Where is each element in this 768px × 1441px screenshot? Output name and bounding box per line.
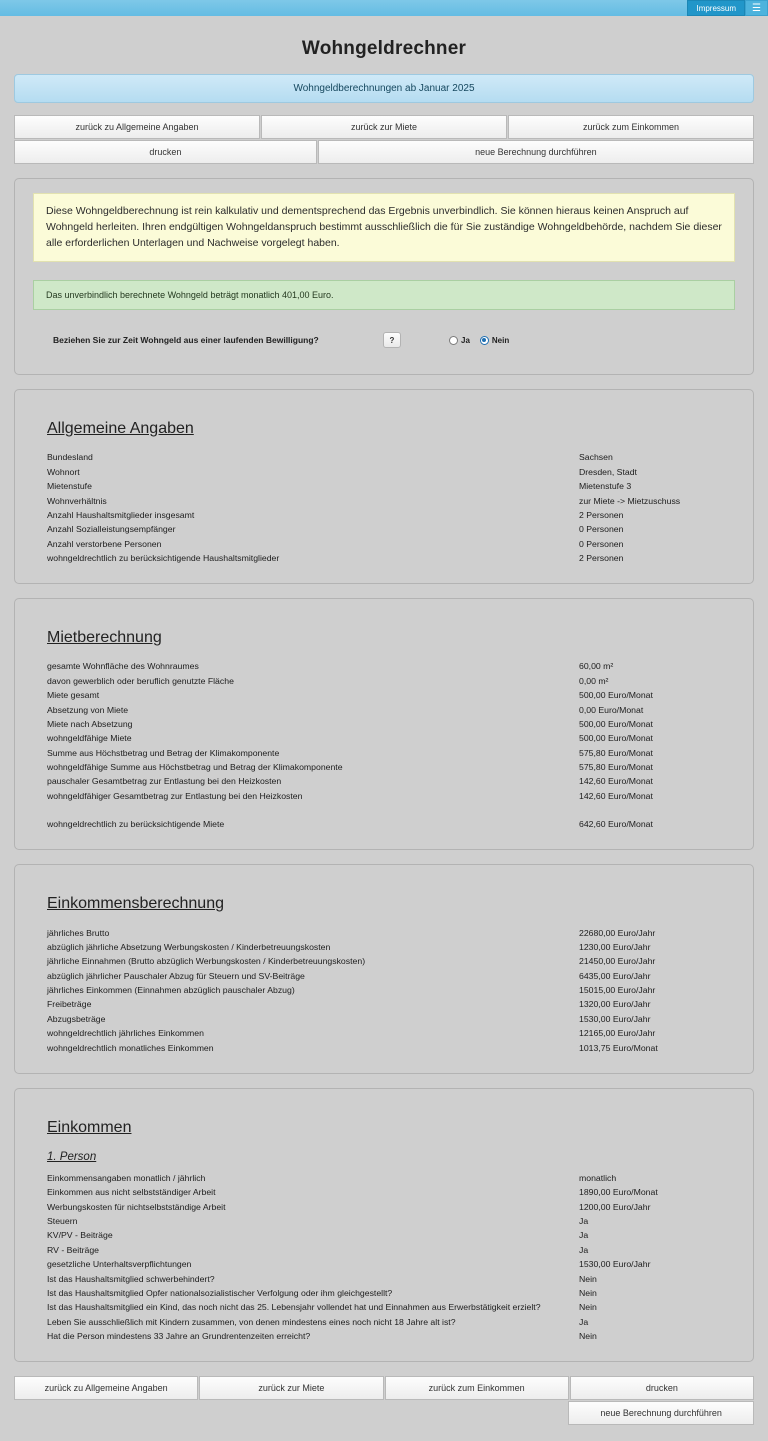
einkommen-table — [35, 1171, 733, 1344]
row-value: 0 Personen — [579, 524, 624, 535]
row-label: Hat die Person mindestens 33 Jahre an Grundrentenzeiten erreicht? — [47, 1331, 311, 1342]
row-value: Mietenstufe 3 — [579, 481, 632, 492]
table-row — [35, 925, 733, 939]
row-label: gesetzliche Unterhaltsverpflichtungen — [47, 1259, 192, 1270]
row-value: 575,80 Euro/Monat — [579, 747, 653, 758]
row-value: 1320,00 Euro/Jahr — [579, 999, 651, 1010]
current-wohngeld-radio-group — [449, 336, 509, 345]
row-value: 0,00 m² — [579, 675, 609, 686]
table-row — [35, 1271, 733, 1285]
table-row — [35, 1300, 733, 1314]
allgemeine-angaben-title: Allgemeine Angaben — [47, 420, 194, 438]
row-label: Mietenstufe — [47, 481, 92, 492]
row-value: Nein — [579, 1302, 597, 1313]
row-value: 2 Personen — [579, 509, 624, 520]
einkommensberechnung-title: Einkommensberechnung — [47, 895, 224, 913]
impressum-button[interactable]: Impressum — [687, 0, 745, 16]
mietberechnung-title: Mietberechnung — [47, 629, 162, 647]
table-row — [35, 1200, 733, 1214]
table-row — [35, 1012, 733, 1026]
disclaimer-notice: Diese Wohngeldberechnung ist rein kalkulativ und dementsprechend das Ergebnis unverbindlich. Sie können hieraus keinen Anspruch auf Wohngeld herleiten. Ihren endgültigen Wohngeldanspruch bestimmt ausschließlich die für Sie zuständige Wohngeldbehörde, nachdem Sie dieser alle erforderlichen Unterlagen und Nachweise vorgelegt haben. — [33, 193, 735, 262]
radio-option-nein[interactable] — [480, 336, 509, 345]
row-label: Wohnort — [47, 466, 80, 477]
bottom-nav-row-1 — [14, 1376, 754, 1400]
row-label: wohngeldrechtlich zu berücksichtigende Miete — [47, 819, 225, 830]
table-row — [35, 1286, 733, 1300]
table-row — [35, 969, 733, 983]
row-label: gesamte Wohnfläche des Wohnraumes — [47, 661, 199, 672]
row-label: abzüglich jährliche Absetzung Werbungskosten / Kinderbetreuungskosten — [47, 941, 331, 952]
top-nav-row-1 — [14, 115, 754, 139]
nav-back-allgemeine-angaben[interactable]: zurück zu Allgemeine Angaben — [14, 115, 260, 139]
table-row — [35, 493, 733, 507]
table-row — [35, 1171, 733, 1185]
table-row — [35, 760, 733, 774]
table-row — [35, 674, 733, 688]
row-label: wohngeldrechtlich zu berücksichtigende Haushaltsmitglieder — [47, 553, 280, 564]
table-row — [35, 1214, 733, 1228]
radio-ja-label: Ja — [461, 335, 470, 345]
table-row — [35, 659, 733, 673]
row-value: Dresden, Stadt — [579, 466, 637, 477]
radio-option-ja[interactable] — [449, 336, 470, 345]
row-value: 15015,00 Euro/Jahr — [579, 985, 656, 996]
table-row — [35, 940, 733, 954]
bottom-nav-back-miete[interactable]: zurück zur Miete — [199, 1376, 383, 1400]
table-row — [35, 954, 733, 968]
row-value: Ja — [579, 1230, 589, 1241]
row-label: davon gewerblich oder beruflich genutzte Fläche — [47, 675, 234, 686]
table-row — [35, 537, 733, 551]
row-value: 22680,00 Euro/Jahr — [579, 927, 656, 938]
nav-print[interactable]: drucken — [14, 140, 317, 164]
top-bar — [0, 0, 768, 16]
row-label: KV/PV - Beiträge — [47, 1230, 113, 1241]
row-label: Steuern — [47, 1216, 78, 1227]
row-value: 1530,00 Euro/Jahr — [579, 1259, 651, 1270]
row-value: 1890,00 Euro/Monat — [579, 1187, 658, 1198]
row-value: Ja — [579, 1244, 589, 1255]
table-row — [35, 1243, 733, 1257]
row-value: Nein — [579, 1331, 597, 1342]
page-title: Wohngeldrechner — [301, 38, 467, 59]
table-row — [35, 731, 733, 745]
einkommen-title: Einkommen — [47, 1118, 132, 1136]
row-label: Bundesland — [47, 452, 93, 463]
table-row — [35, 1315, 733, 1329]
row-value: 0 Personen — [579, 538, 624, 549]
table-row — [35, 746, 733, 760]
table-row — [35, 688, 733, 702]
row-value: 6435,00 Euro/Jahr — [579, 970, 651, 981]
row-label: Anzahl Sozialleistungsempfänger — [47, 524, 176, 535]
row-value: 1230,00 Euro/Jahr — [579, 941, 651, 952]
row-value: 142,60 Euro/Monat — [579, 790, 653, 801]
section-einkommensberechnung — [14, 864, 754, 1073]
row-label: Summe aus Höchstbetrag und Betrag der Klimakomponente — [47, 747, 280, 758]
section-mietberechnung — [14, 598, 754, 850]
row-label: Miete nach Absetzung — [47, 718, 133, 729]
row-value: 0,00 Euro/Monat — [579, 704, 644, 715]
row-value: Nein — [579, 1273, 597, 1284]
row-label: wohngeldrechtlich jährliches Einkommen — [47, 1028, 204, 1039]
table-row — [35, 983, 733, 997]
table-row — [35, 774, 733, 788]
table-row — [35, 1228, 733, 1242]
row-value: 1200,00 Euro/Jahr — [579, 1201, 651, 1212]
bottom-nav-back-allgemeine-angaben[interactable]: zurück zu Allgemeine Angaben — [14, 1376, 198, 1400]
table-row — [35, 450, 733, 464]
table-row — [35, 717, 733, 731]
table-row — [35, 508, 733, 522]
row-value: zur Miete -> Mietzuschuss — [579, 495, 681, 506]
row-label: Miete gesamt — [47, 690, 100, 701]
row-value: 642,60 Euro/Monat — [579, 819, 653, 830]
table-row — [35, 817, 733, 831]
row-label: Ist das Haushaltsmitglied schwerbehindert? — [47, 1273, 215, 1284]
table-row — [35, 479, 733, 493]
table-row — [35, 1185, 733, 1199]
row-value: 1013,75 Euro/Monat — [579, 1042, 658, 1053]
bottom-nav — [0, 1376, 768, 1425]
row-value: 575,80 Euro/Monat — [579, 762, 653, 773]
table-row — [35, 1026, 733, 1040]
section-allgemeine-angaben — [14, 389, 754, 584]
row-value: 500,00 Euro/Monat — [579, 733, 653, 744]
subtitle-banner: Wohngeldberechnungen ab Januar 2025 — [14, 74, 754, 103]
table-row — [35, 1329, 733, 1343]
row-value: 1530,00 Euro/Jahr — [579, 1013, 651, 1024]
row-label: wohngeldfähige Summe aus Höchstbetrag und Betrag der Klimakomponente — [47, 762, 343, 773]
row-label: jährliche Einnahmen (Brutto abzüglich Werbungskosten / Kinderbetreuungskosten) — [47, 956, 366, 967]
row-label: RV - Beiträge — [47, 1244, 99, 1255]
mietberechnung-table — [35, 659, 733, 831]
row-label: abzüglich jährlicher Pauschaler Abzug für Steuern und SV-Beiträge — [47, 970, 305, 981]
row-label: wohngeldfähige Miete — [47, 733, 132, 744]
row-value: 500,00 Euro/Monat — [579, 690, 653, 701]
table-row — [35, 702, 733, 716]
row-label: Anzahl Haushaltsmitglieder insgesamt — [47, 509, 195, 520]
table-row — [35, 997, 733, 1011]
bottom-nav-row-2 — [14, 1401, 754, 1425]
bottom-nav-back-einkommen[interactable]: zurück zum Einkommen — [385, 1376, 569, 1400]
table-row — [35, 551, 733, 565]
section-einkommen — [14, 1088, 754, 1363]
row-label: Einkommen aus nicht selbstständiger Arbeit — [47, 1187, 216, 1198]
row-label: Anzahl verstorbene Personen — [47, 538, 162, 549]
current-wohngeld-question-row — [53, 332, 735, 348]
row-value: 21450,00 Euro/Jahr — [579, 956, 656, 967]
bottom-nav-print[interactable]: drucken — [570, 1376, 754, 1400]
row-value: 142,60 Euro/Monat — [579, 776, 653, 787]
row-label: Ist das Haushaltsmitglied Opfer nationalsozialistischer Verfolgung oder ihm gleichgestellt? — [47, 1287, 393, 1298]
row-value: Nein — [579, 1287, 597, 1298]
row-value: 2 Personen — [579, 553, 624, 564]
row-label: Wohnverhältnis — [47, 495, 107, 506]
radio-nein-label: Nein — [491, 335, 510, 345]
row-value: Sachsen — [579, 452, 613, 463]
result-amount-box: Das unverbindlich berechnete Wohngeld beträgt monatlich 401,00 Euro. — [33, 280, 735, 310]
row-label: wohngeldfähiger Gesamtbetrag zur Entlastung bei den Heizkosten — [47, 790, 303, 801]
table-row — [35, 1040, 733, 1054]
row-label: pauschaler Gesamtbetrag zur Entlastung bei den Heizkosten — [47, 776, 282, 787]
allgemeine-angaben-table — [35, 450, 733, 565]
row-label: jährliches Einkommen (Einnahmen abzüglich pauschaler Abzug) — [47, 985, 295, 996]
row-value: 60,00 m² — [579, 661, 614, 672]
row-value: monatlich — [579, 1172, 617, 1183]
row-label: Abzugsbeträge — [47, 1013, 106, 1024]
result-panel — [14, 178, 754, 375]
current-wohngeld-question-label: Beziehen Sie zur Zeit Wohngeld aus einer laufenden Bewilligung? — [53, 335, 319, 346]
radio-ja-input[interactable] — [449, 336, 458, 345]
row-label: wohngeldrechtlich monatliches Einkommen — [47, 1042, 214, 1053]
row-label: Absetzung von Miete — [47, 704, 129, 715]
einkommen-person-title: 1. Person — [47, 1150, 97, 1163]
row-value: Ja — [579, 1216, 589, 1227]
row-value: Ja — [579, 1316, 589, 1327]
nav-back-einkommen[interactable]: zurück zum Einkommen — [508, 115, 754, 139]
table-row — [35, 522, 733, 536]
radio-nein-input[interactable] — [480, 336, 489, 345]
einkommensberechnung-table — [35, 925, 733, 1054]
row-label: Leben Sie ausschließlich mit Kindern zusammen, von denen mindestens eines noch nicht 18 Jahre alt ist? — [47, 1316, 456, 1327]
table-row — [35, 465, 733, 479]
top-nav-row-2 — [14, 140, 754, 164]
row-label: Einkommensangaben monatlich / jährlich — [47, 1172, 206, 1183]
row-label: jährliches Brutto — [47, 927, 110, 938]
row-value: 12165,00 Euro/Jahr — [579, 1028, 656, 1039]
row-value: 500,00 Euro/Monat — [579, 718, 653, 729]
hamburger-menu-icon[interactable]: ☰ — [745, 0, 768, 16]
table-row — [35, 1257, 733, 1271]
table-spacer — [35, 803, 733, 817]
nav-new-calculation[interactable]: neue Berechnung durchführen — [318, 140, 754, 164]
row-label: Freibeträge — [47, 999, 92, 1010]
row-label: Werbungskosten für nichtselbstständige Arbeit — [47, 1201, 226, 1212]
bottom-nav-new-calculation[interactable]: neue Berechnung durchführen — [568, 1401, 754, 1425]
nav-back-miete[interactable]: zurück zur Miete — [261, 115, 507, 139]
table-row — [35, 789, 733, 803]
row-label: Ist das Haushaltsmitglied ein Kind, das noch nicht das 25. Lebensjahr vollendet hat und Einnahmen aus Erwerbstätigkeit erzielt? — [47, 1302, 541, 1313]
question-mark-icon[interactable]: ? — [383, 332, 401, 348]
